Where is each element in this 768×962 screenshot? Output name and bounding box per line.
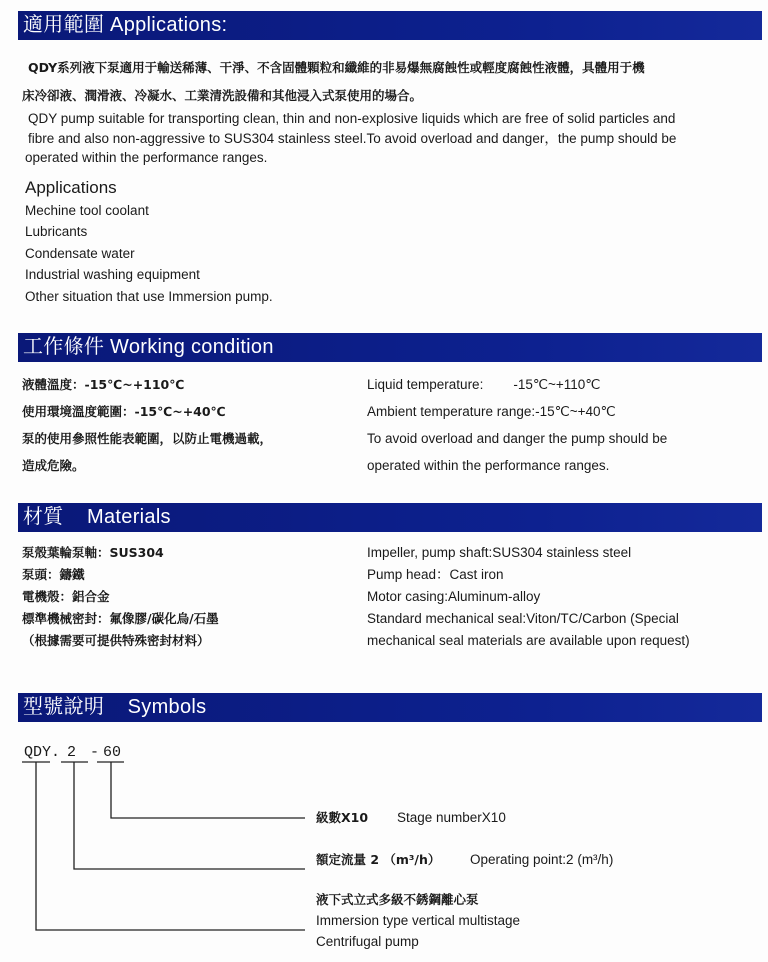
working-zh: 泵的使用參照性能表範圍，以防止電機過載， bbox=[22, 431, 273, 446]
working-en: Liquid temperature: -15℃~+110℃ bbox=[367, 377, 601, 392]
applications-en-line: QDY pump suitable for transporting clean, thin and non-explosive liquids which are free of solid particles and bbox=[28, 111, 676, 126]
application-item: Mechine tool coolant bbox=[25, 203, 149, 218]
code-flow: 2 bbox=[67, 744, 77, 761]
working-zh: 造成危險。 bbox=[22, 458, 85, 473]
code-series: QDY. bbox=[24, 744, 61, 761]
materials-zh: 泵殼葉輪泵軸：SUS304 bbox=[22, 545, 164, 560]
type-label-en: Immersion type vertical multistage bbox=[316, 913, 521, 928]
working-zh: 液體溫度：-15℃~+110℃ bbox=[22, 377, 185, 392]
type-label-en: Centrifugal pump bbox=[316, 934, 419, 949]
application-item: Other situation that use Immersion pump. bbox=[25, 289, 273, 304]
type-label-zh: 液下式立式多級不銹鋼離心泵 bbox=[316, 892, 479, 907]
working-en: To avoid overload and danger the pump should be bbox=[367, 431, 668, 446]
code-stage: 60 bbox=[103, 744, 122, 761]
applications-zh-line: 床冷卻液、潤滑液、冷凝水、工業清洗設備和其他浸入式泵使用的場合。 bbox=[22, 88, 423, 103]
application-item: Condensate water bbox=[25, 246, 135, 261]
applications-en-line: operated within the performance ranges. bbox=[25, 150, 268, 165]
materials-header: 材質 Materials bbox=[18, 503, 762, 532]
materials-zh: 標準機械密封：氟像膠/碳化烏/石墨 bbox=[22, 611, 219, 626]
working-en: Ambient temperature range:-15℃~+40℃ bbox=[367, 404, 616, 419]
flow-label-zh: 額定流量 2 （m³/h） bbox=[316, 852, 441, 867]
flow-label-en: Operating point:2 (m³/h) bbox=[470, 852, 614, 867]
code-dash: - bbox=[90, 744, 100, 761]
materials-en: Standard mechanical seal:Viton/TC/Carbon (Special bbox=[367, 611, 679, 626]
applications-zh-line: QDY系列液下泵適用于輸送稀薄、干淨、不含固體顆粒和纖維的非易爆無腐蝕性或輕度腐蝕性液體，具體用于機 bbox=[28, 60, 645, 75]
materials-zh: 泵頭：鑄鐵 bbox=[22, 567, 85, 582]
working-zh: 使用環境溫度範圍：-15℃~+40℃ bbox=[22, 404, 226, 419]
materials-zh: 電機殼：鋁合金 bbox=[22, 589, 110, 604]
applications-list-title: Applications bbox=[25, 178, 117, 197]
working-en: operated within the performance ranges. bbox=[367, 458, 610, 473]
stage-label-zh: 級數X10 bbox=[316, 810, 369, 825]
symbols-header: 型號說明 Symbols bbox=[18, 693, 762, 722]
materials-en: Impeller, pump shaft:SUS304 stainless steel bbox=[367, 545, 632, 560]
applications-en-line: fibre and also non-aggressive to SUS304 stainless steel.To avoid overload and danger，the pump should be bbox=[28, 131, 677, 146]
materials-en: mechanical seal materials are available upon request) bbox=[367, 633, 690, 648]
applications-header: 適用範圍 Applications: bbox=[18, 11, 762, 40]
application-item: Lubricants bbox=[25, 224, 88, 239]
stage-label-en: Stage numberX10 bbox=[397, 810, 506, 825]
application-item: Industrial washing equipment bbox=[25, 267, 200, 282]
materials-en: Pump head：Cast iron bbox=[367, 567, 504, 582]
materials-zh: （根據需要可提供特殊密封材料） bbox=[22, 633, 210, 648]
working-condition-header: 工作條件 Working condition bbox=[18, 333, 762, 362]
materials-en: Motor casing:Aluminum-alloy bbox=[367, 589, 541, 604]
